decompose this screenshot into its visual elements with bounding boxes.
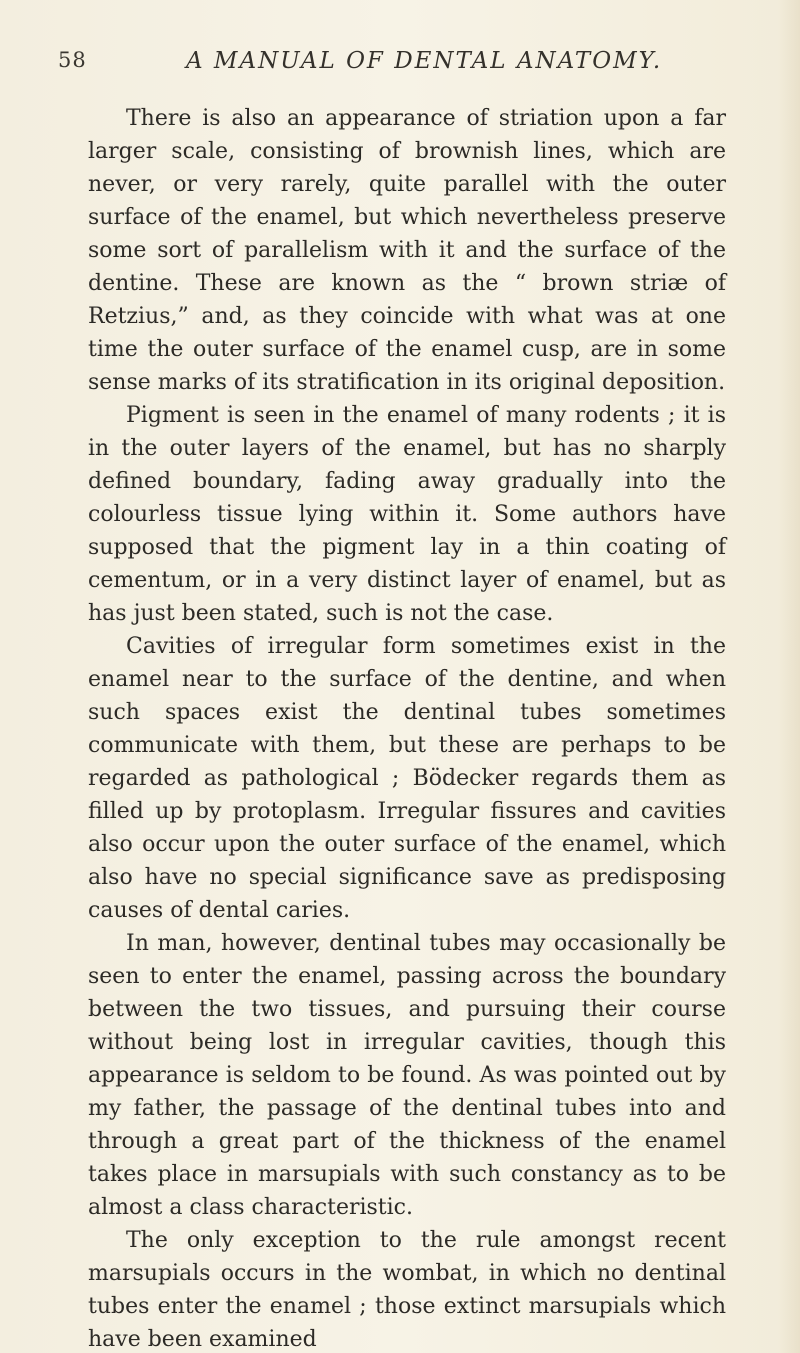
page-number: 58 (58, 48, 87, 72)
paragraph-pigment: Pigment is seen in the enamel of many rodents ; it is in the outer layers of the enamel, but has no sharply defined boundary, fading away gradually into the colourless tissue lying within it. Some authors have supposed that the pigment lay in a thin coating of cementum, or in a very distinct layer of enamel, but as has just been stated, such is not the case. (88, 403, 726, 626)
paragraph-striae-of-retzius: There is also an appearance of striation upon a far larger scale, consisting of brownish lines, which are never, or very rarely, quite parallel with the outer surface of the enamel, but which nevertheless preserve some sort of parallelism with it and the surface of the dentine. These are known as the “ brown striæ of Retzius,” and, as they coincide with what was at one time the outer surface of the enamel cusp, are in some sense marks of its stratification in its original deposition. (88, 106, 726, 395)
body-text (88, 102, 726, 1353)
page-edge-shadow (778, 0, 800, 1353)
paragraph-wombat-exception: The only exception to the rule amongst recent marsupials occurs in the wombat, in which no dentinal tubes enter the enamel ; those extinct marsupials which have been examined (88, 1228, 726, 1352)
paragraph-dentinal-tubes: In man, however, dentinal tubes may occasionally be seen to enter the enamel, passing across the boundary between the two tissues, and pursuing their course without being lost in irregular cavities, though this appearance is seldom to be found. As was pointed out by my father, the passage of the dentinal tubes into and through a great part of the thickness of the enamel takes place in marsupials with such constancy as to be almost a class characteristic. (88, 931, 726, 1220)
paragraph-cavities: Cavities of irregular form sometimes exist in the enamel near to the surface of the dentine, and when such spaces exist the dentinal tubes sometimes communicate with them, but these are perhaps to be regarded as pathological ; Bödecker regards them as filled up by protoplasm. Irregular fissures and cavities also occur upon the outer surface of the enamel, which also have no special significance save as predisposing causes of dental caries. (88, 634, 726, 923)
running-title: A MANUAL OF DENTAL ANATOMY. (186, 48, 663, 74)
running-head (58, 48, 740, 82)
